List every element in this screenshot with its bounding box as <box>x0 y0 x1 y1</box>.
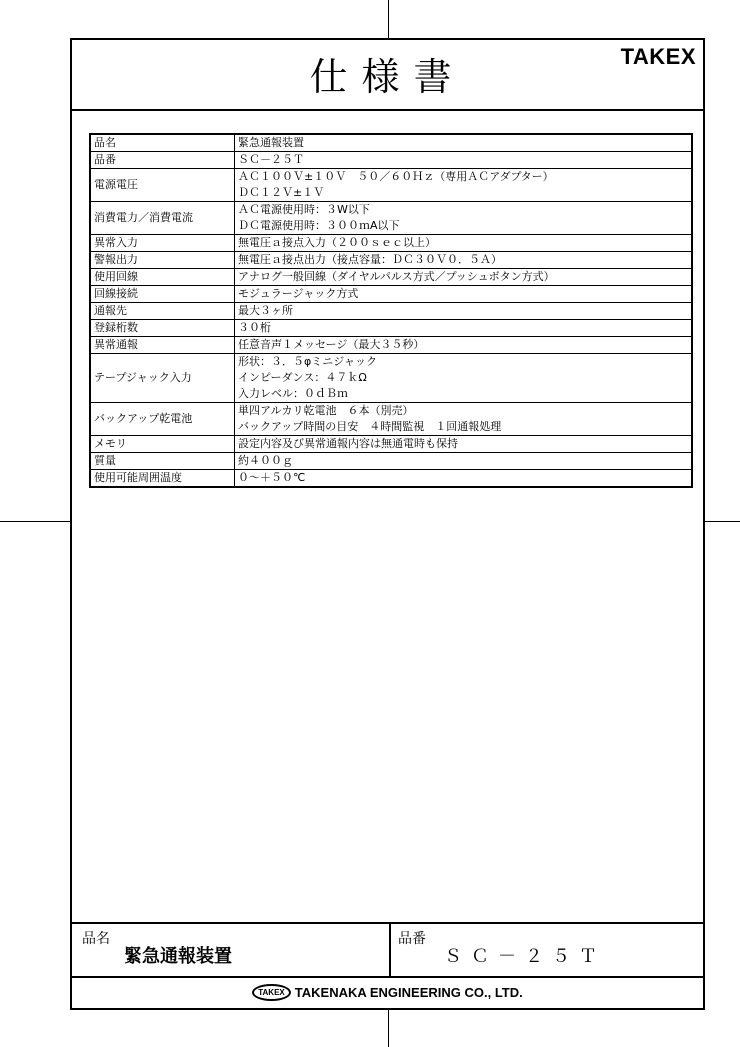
spec-value: 形状：３．５φミニジャック <box>238 355 378 368</box>
spec-value-cell <box>235 269 693 286</box>
spec-row <box>90 252 692 269</box>
spec-value: ３０桁 <box>238 321 271 334</box>
brand-logo: TAKEX <box>620 44 696 69</box>
spec-label: バックアップ乾電池 <box>90 403 235 436</box>
spec-row <box>90 286 692 303</box>
crop-mark-top <box>388 0 389 38</box>
spec-value: 任意音声１メッセージ（最大３５秒） <box>238 338 425 351</box>
spec-label: 品番 <box>90 152 235 169</box>
footer-divider-top <box>72 922 703 924</box>
spec-value: 約４００ｇ <box>238 454 293 467</box>
spec-value: ＡＣ１００Ｖ±１０Ｖ ５０／６０Ｈｚ（専用ＡＣアダプター） <box>238 170 554 183</box>
spec-label: 登録桁数 <box>90 320 235 337</box>
spec-row <box>90 337 692 354</box>
spec-label: 異常入力 <box>90 235 235 252</box>
spec-value: ０～＋５０℃ <box>238 471 306 484</box>
spec-value-cell <box>235 354 693 403</box>
header-divider <box>72 109 703 111</box>
spec-value-cell <box>235 403 693 436</box>
spec-value: ＤＣ１２Ｖ±１Ｖ <box>238 186 325 199</box>
spec-value: 単四アルカリ乾電池 ６本（別売） <box>238 404 414 417</box>
spec-value: 緊急通報装置 <box>238 136 304 149</box>
spec-row <box>90 354 692 403</box>
spec-row <box>90 152 692 169</box>
spec-value-cell <box>235 337 693 354</box>
spec-row <box>90 470 692 488</box>
spec-value-cell <box>235 470 693 488</box>
spec-label: 品名 <box>90 134 235 152</box>
spec-value: 無電圧ａ接点入力（２００ｓｅｃ以上） <box>238 236 436 249</box>
footer-code-label: 品番 <box>398 931 426 947</box>
spec-label: 回線接続 <box>90 286 235 303</box>
spec-value-cell <box>235 202 693 235</box>
document-frame <box>70 38 705 1010</box>
spec-row <box>90 436 692 453</box>
spec-value-cell <box>235 152 693 169</box>
spec-label: メモリ <box>90 436 235 453</box>
spec-row <box>90 303 692 320</box>
spec-label: 電源電圧 <box>90 169 235 202</box>
footer-divider-bottom <box>72 976 703 978</box>
spec-value: 無電圧ａ接点出力（接点容量：ＤＣ３０Ｖ０．５Ａ） <box>238 253 502 266</box>
spec-value: 入力レベル：０ｄＢｍ <box>238 387 348 400</box>
spec-value: ＳＣ－２５Ｔ <box>238 153 304 166</box>
spec-value: 設定内容及び異常通報内容は無通電時も保持 <box>238 437 458 450</box>
spec-table <box>89 133 693 488</box>
spec-value-cell <box>235 436 693 453</box>
spec-label: 異常通報 <box>90 337 235 354</box>
spec-row <box>90 169 692 202</box>
spec-value: ＡＣ電源使用時：３W以下 <box>238 203 370 216</box>
spec-value: インピーダンス：４７ｋΩ <box>238 371 367 384</box>
company-name: TAKENAKA ENGINEERING CO., LTD. <box>294 985 523 1001</box>
company-logo: TAKEX <box>252 984 291 1001</box>
spec-row <box>90 202 692 235</box>
spec-label: 使用回線 <box>90 269 235 286</box>
spec-value: モジュラージャック方式 <box>238 287 359 300</box>
spec-value-cell <box>235 453 693 470</box>
footer-code-value: ＳＣ－２５Ｔ <box>444 946 606 967</box>
spec-row <box>90 320 692 337</box>
spec-value-cell <box>235 169 693 202</box>
crop-mark-left <box>0 521 70 522</box>
company-block <box>72 984 703 1001</box>
spec-value-cell <box>235 252 693 269</box>
spec-label: 使用可能周囲温度 <box>90 470 235 488</box>
crop-mark-right <box>705 521 740 522</box>
spec-label: 消費電力／消費電流 <box>90 202 235 235</box>
spec-value: ＤＣ電源使用時：３００ｍA以下 <box>238 219 400 232</box>
spec-value-cell <box>235 286 693 303</box>
crop-mark-bottom <box>388 1010 389 1047</box>
footer-name-value: 緊急通報装置 <box>124 946 232 967</box>
spec-value-cell <box>235 320 693 337</box>
footer-divider-vertical <box>389 922 391 976</box>
spec-value: アナログ一般回線（ダイヤルパルス方式／プッシュボタン方式） <box>238 270 555 283</box>
spec-row <box>90 453 692 470</box>
spec-value-cell <box>235 303 693 320</box>
spec-label: テープジャック入力 <box>90 354 235 403</box>
spec-label: 警報出力 <box>90 252 235 269</box>
spec-label: 質量 <box>90 453 235 470</box>
spec-value: 最大３ヶ所 <box>238 304 293 317</box>
spec-row <box>90 235 692 252</box>
document-title: 仕様書 <box>309 55 466 99</box>
spec-row <box>90 134 692 152</box>
spec-label: 通報先 <box>90 303 235 320</box>
spec-value-cell <box>235 134 693 152</box>
footer-name-label: 品名 <box>82 931 110 947</box>
spec-row <box>90 403 692 436</box>
spec-value: バックアップ時間の目安 ４時間監視 １回通報処理 <box>238 420 502 433</box>
spec-value-cell <box>235 235 693 252</box>
spec-row <box>90 269 692 286</box>
